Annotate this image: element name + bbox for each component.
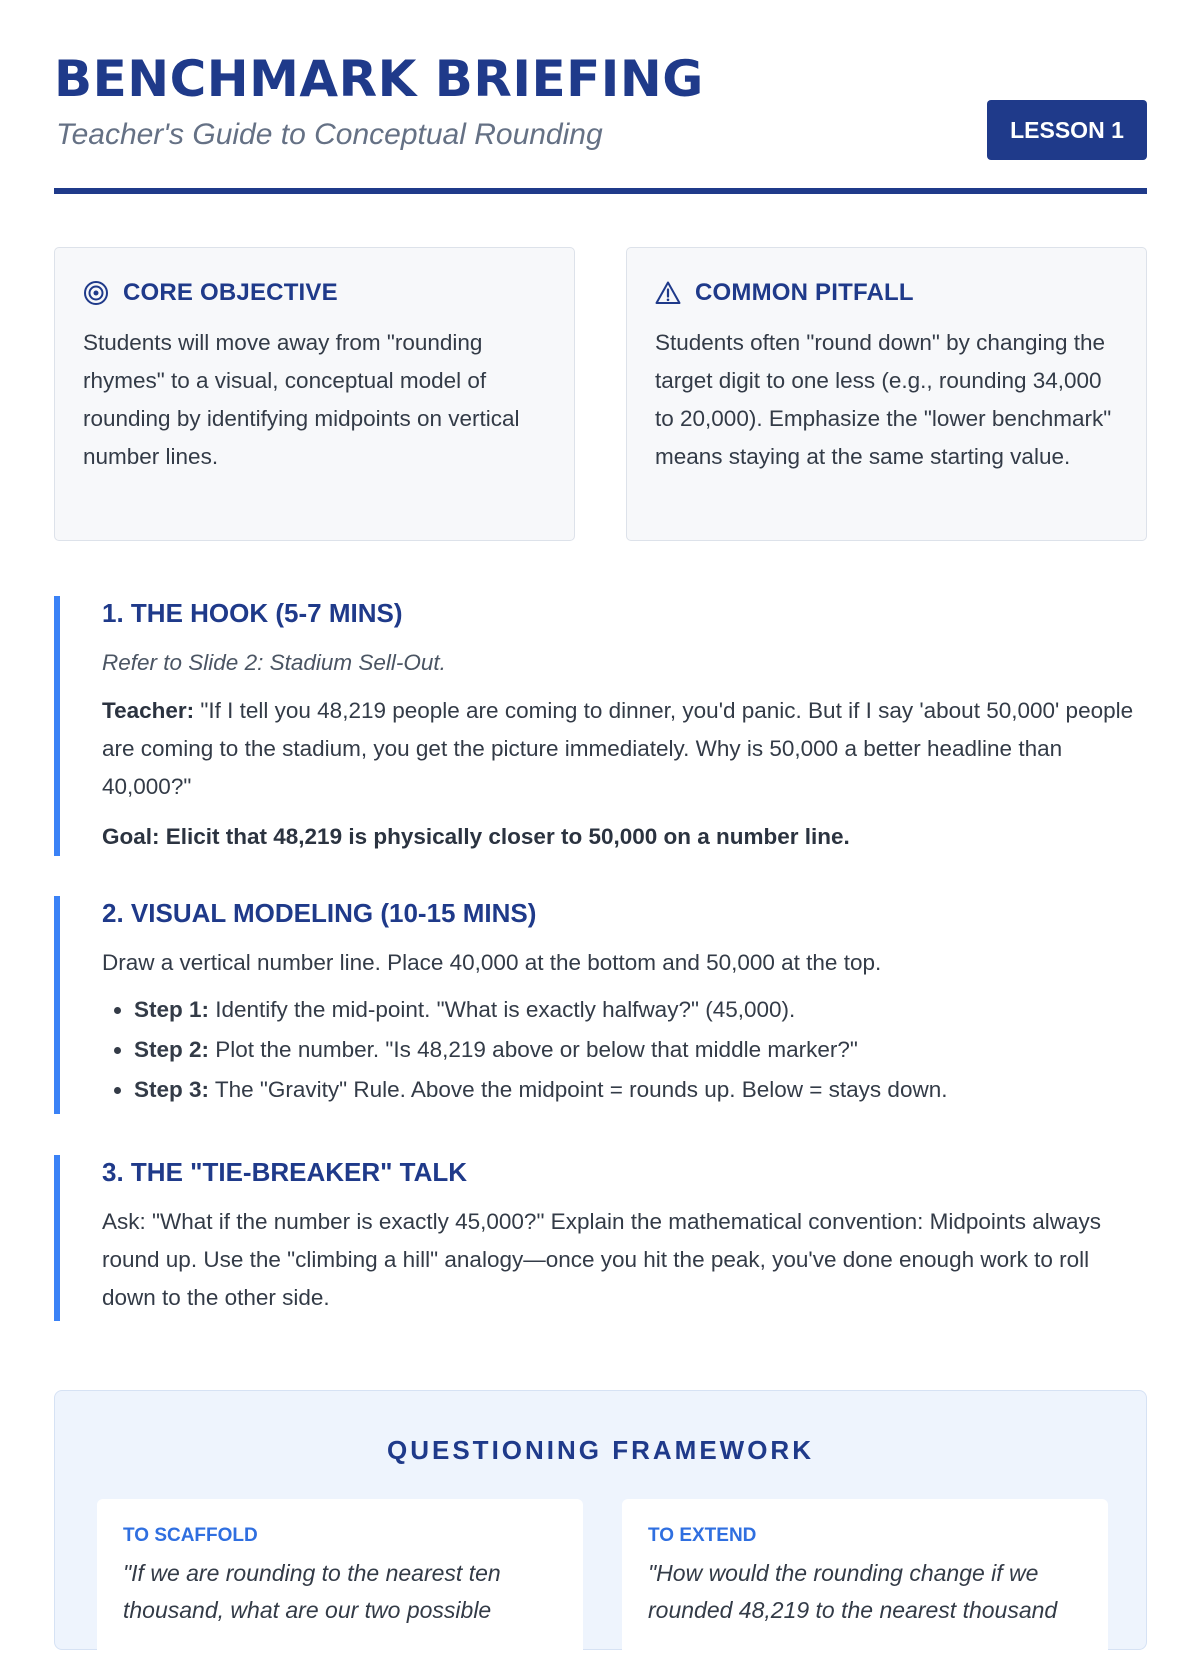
page-title: BENCHMARK BRIEFING bbox=[54, 50, 704, 108]
list-item bbox=[134, 990, 1147, 1030]
section-modeling-intro: Draw a vertical number line. Place 40,000 at the bottom and 50,000 at the top. bbox=[102, 950, 882, 975]
page-subtitle: Teacher's Guide to Conceptual Rounding bbox=[56, 118, 603, 151]
briefing-page bbox=[54, 0, 1147, 1623]
info-cards bbox=[54, 247, 1147, 541]
scaffold-card bbox=[97, 1499, 583, 1659]
scaffold-label: TO SCAFFOLD bbox=[123, 1525, 258, 1546]
target-icon bbox=[83, 280, 109, 306]
warning-icon bbox=[655, 280, 681, 306]
section-hook-note: Refer to Slide 2: Stadium Sell-Out. bbox=[102, 650, 446, 675]
common-pitfall-header bbox=[655, 278, 1118, 308]
section-hook-title: 1. THE HOOK (5-7 MINS) bbox=[102, 598, 403, 628]
step-label: Step 3: bbox=[134, 1077, 210, 1102]
questioning-framework bbox=[54, 1390, 1147, 1650]
extend-label: TO EXTEND bbox=[648, 1525, 757, 1546]
core-objective-card bbox=[54, 247, 575, 541]
common-pitfall-card bbox=[626, 247, 1147, 541]
list-item bbox=[134, 1030, 1147, 1070]
teacher-label: Teacher: bbox=[102, 698, 195, 723]
questioning-framework-title: QUESTIONING FRAMEWORK bbox=[387, 1435, 814, 1465]
step-text: The "Gravity" Rule. Above the midpoint = rounds up. Below = stays down. bbox=[209, 1077, 948, 1102]
section-modeling-title: 2. VISUAL MODELING (10-15 MINS) bbox=[102, 898, 537, 928]
section-hook-goal: Goal: Elicit that 48,219 is physically closer to 50,000 on a number line. bbox=[102, 824, 850, 849]
step-label: Step 1: bbox=[134, 997, 210, 1022]
lesson-badge: LESSON 1 bbox=[987, 100, 1147, 160]
section-visual-modeling bbox=[54, 896, 1147, 1114]
core-objective-header bbox=[83, 278, 546, 308]
teacher-quote: "If I tell you 48,219 people are coming to dinner, you'd panic. But if I say 'about 50,000' people are coming to the stadium, you get the picture immediately. Why is 50,000 a better headline than 40,000?" bbox=[102, 698, 1134, 799]
extend-quote: "How would the rounding change if we rounded 48,219 to the nearest thousand bbox=[648, 1560, 1058, 1623]
core-objective-body: Students will move away from "rounding rhymes" to a visual, conceptual model of rounding by identifying midpoints on vertical number lines. bbox=[83, 330, 520, 469]
common-pitfall-body: Students often "round down" by changing the target digit to one less (e.g., rounding 34,000 to 20,000). Emphasize the "lower benchmark" means staying at the same starting value. bbox=[655, 330, 1112, 469]
section-tiebreaker-title: 3. THE "TIE-BREAKER" TALK bbox=[102, 1157, 468, 1187]
section-tiebreaker-body: Ask: "What if the number is exactly 45,000?" Explain the mathematical convention: Midpoints always round up. Use the "climbing a hill" analogy—once you hit the peak, you've done enough work to roll down to the other side. bbox=[102, 1209, 1101, 1310]
list-item bbox=[134, 1070, 1147, 1110]
page-header bbox=[54, 0, 1147, 194]
section-tie-breaker bbox=[54, 1155, 1147, 1321]
modeling-steps-list bbox=[102, 990, 1147, 1110]
step-text: Plot the number. "Is 48,219 above or below that middle marker?" bbox=[209, 1037, 858, 1062]
extend-card bbox=[622, 1499, 1108, 1659]
section-hook bbox=[54, 596, 1147, 856]
section-hook-teacher bbox=[102, 692, 1147, 806]
common-pitfall-title: COMMON PITFALL bbox=[695, 279, 914, 306]
scaffold-quote: "If we are rounding to the nearest ten thousand, what are our two possible bbox=[123, 1560, 501, 1623]
core-objective-title: CORE OBJECTIVE bbox=[123, 279, 338, 306]
step-label: Step 2: bbox=[134, 1037, 210, 1062]
step-text: Identify the mid-point. "What is exactly halfway?" (45,000). bbox=[209, 997, 796, 1022]
